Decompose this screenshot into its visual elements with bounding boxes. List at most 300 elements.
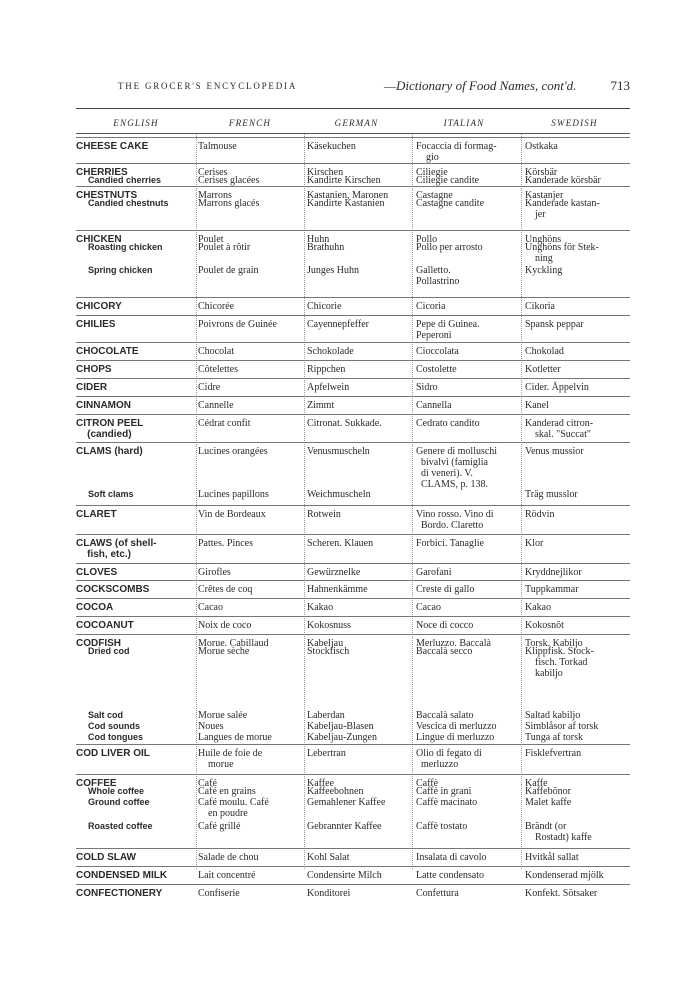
swedish-term-continued: Rostadt) kaffe xyxy=(525,832,592,843)
running-title: THE GROCER'S ENCYCLOPEDIA xyxy=(118,81,298,91)
cell-english xyxy=(76,748,194,759)
cell-english xyxy=(76,888,194,899)
cell-german xyxy=(307,602,407,613)
cell-italian xyxy=(416,382,519,393)
italian-term: Olio di fegato di xyxy=(416,748,482,759)
french-term: Poulet à rôtir xyxy=(198,242,251,253)
english-term: CHICKEN xyxy=(76,234,122,245)
cell-swedish xyxy=(525,141,630,152)
cell-german xyxy=(307,301,407,312)
french-term: Talmouse xyxy=(198,141,237,152)
italian-term-continued: Peperoni xyxy=(416,330,452,341)
cell-italian xyxy=(416,400,519,411)
cell-german xyxy=(307,732,407,743)
cell-french xyxy=(198,732,302,743)
cell-german xyxy=(307,265,407,276)
german-term: Käsekuchen xyxy=(307,141,356,152)
italian-term: Ciliegie candite xyxy=(416,175,480,186)
german-term: Venusmuscheln xyxy=(307,446,370,457)
english-term: COLD SLAW xyxy=(76,852,136,863)
french-term: Cacao xyxy=(198,602,223,613)
swedish-term: Chokolad xyxy=(525,346,564,357)
swedish-term-continued: fisch. Torkad xyxy=(525,657,588,668)
cell-german xyxy=(307,567,407,578)
column-divider xyxy=(304,134,305,869)
italian-term: Pepe di Guinea. xyxy=(416,319,480,330)
table-row xyxy=(76,580,630,595)
cell-swedish xyxy=(525,301,630,312)
french-term: Lucines papillons xyxy=(198,489,269,500)
cell-italian xyxy=(416,732,519,743)
french-term: Poivrons de Guinée xyxy=(198,319,277,330)
cell-french xyxy=(198,852,302,863)
cell-german xyxy=(307,509,407,520)
french-term: Salade de chou xyxy=(198,852,259,863)
english-term: COCOANUT xyxy=(76,620,134,631)
german-term: Kakao xyxy=(307,602,334,613)
french-term: Cerises xyxy=(198,167,228,178)
swedish-term: Spansk peppar xyxy=(525,319,584,330)
cell-swedish xyxy=(525,584,630,595)
english-term: CHICORY xyxy=(76,301,122,312)
cell-german xyxy=(307,584,407,595)
italian-term-continued: CLAMS, p. 138. xyxy=(416,479,488,490)
cell-french xyxy=(198,721,302,732)
german-term: Laberdan xyxy=(307,710,345,721)
cell-italian xyxy=(416,301,519,312)
german-term: Kaffeebohnen xyxy=(307,786,364,797)
table-row xyxy=(76,442,630,490)
italian-term: Galletto. xyxy=(416,265,451,276)
cell-german xyxy=(307,721,407,732)
french-term: Cédrat confit xyxy=(198,418,251,429)
cell-english xyxy=(76,141,194,152)
italian-term: Genere di molluschi xyxy=(416,446,498,457)
cell-english xyxy=(76,710,206,721)
english-term: CONFECTIONERY xyxy=(76,888,163,899)
swedish-term: Ostkaka xyxy=(525,141,558,152)
french-term: Marrons xyxy=(198,190,232,201)
french-term: Lait concentré xyxy=(198,870,256,881)
italian-term: Confettura xyxy=(416,888,459,899)
cell-swedish xyxy=(525,400,630,411)
english-term: Salt cod xyxy=(88,710,124,720)
cell-french xyxy=(198,198,302,209)
french-term: Morue. Cabillaud xyxy=(198,638,269,649)
french-term: Poulet xyxy=(198,234,224,245)
table-row xyxy=(76,137,630,163)
german-term: Kokosnuss xyxy=(307,620,351,631)
swedish-term: Kanderade körsbär xyxy=(525,175,601,186)
swedish-term: Kokosnöt xyxy=(525,620,564,631)
french-term: Noues xyxy=(198,721,224,732)
cell-french xyxy=(198,301,302,312)
table-row xyxy=(76,414,630,440)
cell-swedish xyxy=(525,710,630,721)
german-term: Gebrannter Kaffee xyxy=(307,821,382,832)
cell-italian xyxy=(416,786,519,797)
italian-term: Baccalà secco xyxy=(416,646,473,657)
cell-french xyxy=(198,418,302,429)
cell-italian xyxy=(416,319,519,341)
table-row xyxy=(76,598,630,613)
cell-swedish xyxy=(525,364,630,375)
italian-term: Garofani xyxy=(416,567,452,578)
cell-swedish xyxy=(525,852,630,863)
cell-french xyxy=(198,538,302,549)
french-term: Marrons glacés xyxy=(198,198,260,209)
french-term: Confiserie xyxy=(198,888,240,899)
cell-english xyxy=(76,301,194,312)
italian-term-continued: merluzzo xyxy=(416,759,459,770)
cell-italian xyxy=(416,710,519,721)
italian-term-continued: Pollastrino xyxy=(416,276,460,287)
swedish-term: Klor xyxy=(525,538,544,549)
german-term: Kohl Salat xyxy=(307,852,350,863)
cell-french xyxy=(198,364,302,375)
italian-term: Castagne candite xyxy=(416,198,485,209)
swedish-term: Konfekt. Sötsaker xyxy=(525,888,598,899)
cell-english xyxy=(76,567,194,578)
english-term: Whole coffee xyxy=(88,786,145,796)
cell-french xyxy=(198,242,302,253)
column-header-english: ENGLISH xyxy=(113,118,159,128)
italian-term: Castagne xyxy=(416,190,453,201)
table-row xyxy=(76,774,630,789)
german-term: Weichmuscheln xyxy=(307,489,371,500)
swedish-term: Kaffe xyxy=(525,778,548,789)
cell-english xyxy=(76,646,206,657)
swedish-term: Kanderade kastan- xyxy=(525,198,600,209)
table-row xyxy=(76,360,630,375)
italian-term: Costolette xyxy=(416,364,457,375)
italian-term: Caffè macinato xyxy=(416,797,478,808)
cell-english xyxy=(76,584,194,595)
cell-english xyxy=(76,797,206,808)
swedish-term: Rödvin xyxy=(525,509,555,520)
cell-english xyxy=(76,364,194,375)
german-term: Chicorie xyxy=(307,301,342,312)
column-header-german: GERMAN xyxy=(334,118,379,128)
cell-swedish xyxy=(525,786,630,797)
english-term: CLARET xyxy=(76,509,117,520)
cell-german xyxy=(307,418,407,429)
cell-english xyxy=(76,319,194,330)
swedish-term: Torsk. Kabiljo xyxy=(525,638,583,649)
french-term: Café grillé xyxy=(198,821,241,832)
italian-term-continued: Bordo. Claretto xyxy=(416,520,484,531)
cell-swedish xyxy=(525,620,630,631)
french-term: Pattes. Pinces xyxy=(198,538,253,549)
french-term: Cidre xyxy=(198,382,221,393)
cell-swedish xyxy=(525,732,630,743)
english-term: CLAMS (hard) xyxy=(76,446,143,457)
english-term: Ground coffee xyxy=(88,797,150,807)
english-term: CHOCOLATE xyxy=(76,346,139,357)
cell-french xyxy=(198,584,302,595)
cell-french xyxy=(198,870,302,881)
cell-german xyxy=(307,175,407,186)
cell-german xyxy=(307,797,407,808)
table-row xyxy=(76,315,630,341)
german-term: Rotwein xyxy=(307,509,341,520)
italian-term: Cedrato candito xyxy=(416,418,480,429)
cell-english xyxy=(76,620,194,631)
english-term: Soft clams xyxy=(88,489,134,499)
german-term: Kirschen xyxy=(307,167,344,178)
italian-term: Baccalà salato xyxy=(416,710,474,721)
german-term: Kaffee xyxy=(307,778,335,789)
cell-german xyxy=(307,489,407,500)
cell-english xyxy=(76,489,206,500)
cell-french xyxy=(198,446,302,457)
english-term: Dried cod xyxy=(88,646,130,656)
cell-english xyxy=(76,538,194,560)
table-row xyxy=(76,744,630,770)
cell-german xyxy=(307,538,407,549)
french-term: Côtelettes xyxy=(198,364,238,375)
english-term: CLOVES xyxy=(76,567,118,578)
english-term: Candied cherries xyxy=(88,175,162,185)
table-row xyxy=(76,563,630,578)
table-row xyxy=(76,505,630,531)
cell-italian xyxy=(416,646,519,657)
french-term: Huile de foie de xyxy=(198,748,263,759)
cell-german xyxy=(307,852,407,863)
english-term: Roasted coffee xyxy=(88,821,153,831)
cell-swedish xyxy=(525,870,630,881)
table-row xyxy=(76,634,630,649)
italian-term: Ciliegie xyxy=(416,167,448,178)
cell-swedish xyxy=(525,265,630,276)
cell-german xyxy=(307,870,407,881)
cell-swedish xyxy=(525,489,630,500)
cell-english xyxy=(76,870,194,881)
cell-italian xyxy=(416,175,519,186)
german-term: Kandirte Kirschen xyxy=(307,175,381,186)
swedish-term: Kanderad citron- xyxy=(525,418,594,429)
cell-french xyxy=(198,265,302,276)
english-term: COCKSCOMBS xyxy=(76,584,150,595)
swedish-term: Kyckling xyxy=(525,265,563,276)
table-row xyxy=(76,342,630,357)
cell-german xyxy=(307,141,407,152)
german-term: Cayennepfeffer xyxy=(307,319,370,330)
cell-english xyxy=(76,198,206,209)
german-term: Gewürznelke xyxy=(307,567,361,578)
german-term: Brathuhn xyxy=(307,242,345,253)
swedish-term: Kondenserad mjölk xyxy=(525,870,604,881)
german-term: Rippchen xyxy=(307,364,346,375)
cell-english xyxy=(76,346,194,357)
swedish-term: Kaffebönor xyxy=(525,786,571,797)
table-row xyxy=(76,848,630,863)
swedish-term: Kanel xyxy=(525,400,549,411)
french-term: Lucines orangées xyxy=(198,446,268,457)
cell-french xyxy=(198,748,302,770)
french-term: Morue sèche xyxy=(198,646,250,657)
cell-german xyxy=(307,319,407,330)
cell-italian xyxy=(416,748,519,770)
german-term: Kandirte Kastanien xyxy=(307,198,385,209)
english-term: Spring chicken xyxy=(88,265,153,275)
english-term: CONDENSED MILK xyxy=(76,870,168,881)
cell-english xyxy=(76,509,194,520)
cell-french xyxy=(198,509,302,520)
cell-italian xyxy=(416,446,519,490)
english-term: CHOPS xyxy=(76,364,112,375)
cell-german xyxy=(307,400,407,411)
column-header-italian: ITALIAN xyxy=(443,118,485,128)
german-term: Hahnenkämme xyxy=(307,584,368,595)
column-headers xyxy=(76,118,630,132)
cell-swedish xyxy=(525,175,630,186)
cell-italian xyxy=(416,198,519,209)
italian-term: Lingue di merluzzo xyxy=(416,732,495,743)
page-number: 713 xyxy=(610,78,630,93)
english-term: CHEESE CAKE xyxy=(76,141,149,152)
swedish-term: Kastanjer xyxy=(525,190,564,201)
table-row xyxy=(76,616,630,631)
cell-french xyxy=(198,620,302,631)
cell-swedish xyxy=(525,567,630,578)
cell-french xyxy=(198,382,302,393)
cell-italian xyxy=(416,265,519,287)
italian-term: Sidro xyxy=(416,382,438,393)
french-term: Vin de Bordeaux xyxy=(198,509,266,520)
table-row xyxy=(76,534,630,560)
swedish-term: Malet kaffe xyxy=(525,797,572,808)
cell-english xyxy=(76,821,206,832)
english-term-continued: (candied) xyxy=(76,429,132,440)
swedish-term: Venus mussior xyxy=(525,446,584,457)
french-term: Cerises glacées xyxy=(198,175,260,186)
french-term: Girofles xyxy=(198,567,231,578)
header-rule xyxy=(76,133,630,134)
cell-french xyxy=(198,888,302,899)
french-term: Langues de morue xyxy=(198,732,272,743)
english-term: COD LIVER OIL xyxy=(76,748,150,759)
cell-english xyxy=(76,418,194,440)
english-term-continued: fish, etc.) xyxy=(76,549,132,560)
cell-german xyxy=(307,646,407,657)
section-title: Dictionary of Food Names, cont'd. xyxy=(396,78,577,93)
cell-french xyxy=(198,797,302,819)
cell-english xyxy=(76,786,206,797)
table-row xyxy=(76,396,630,411)
german-term: Kabeljau-Blasen xyxy=(307,721,374,732)
german-term: Scheren. Klauen xyxy=(307,538,374,549)
italian-term: Focaccia di formag- xyxy=(416,141,497,152)
cell-english xyxy=(76,732,206,743)
german-term: Junges Huhn xyxy=(307,265,359,276)
german-term: Zimmt xyxy=(307,400,335,411)
italian-term: Caffè in grani xyxy=(416,786,472,797)
italian-term: Vino rosso. Vino di xyxy=(416,509,494,520)
english-term: Roasting chicken xyxy=(88,242,163,252)
swedish-term: Brändt (or xyxy=(525,821,567,832)
cell-italian xyxy=(416,509,519,531)
italian-term-continued: gio xyxy=(416,152,439,163)
english-term: CITRON PEEL xyxy=(76,418,144,429)
swedish-term: Cider. Äppelvin xyxy=(525,382,589,393)
cell-italian xyxy=(416,870,519,881)
german-term: Apfelwein xyxy=(307,382,350,393)
italian-term: Insalata di cavolo xyxy=(416,852,487,863)
swedish-term: Tuppkammar xyxy=(525,584,579,595)
cell-italian xyxy=(416,242,519,253)
table-row xyxy=(76,163,630,178)
cell-italian xyxy=(416,346,519,357)
english-term: Cod sounds xyxy=(88,721,140,731)
swedish-term: Kryddnejlikor xyxy=(525,567,582,578)
italian-term: Latte condensato xyxy=(416,870,485,881)
french-term: Café xyxy=(198,778,217,789)
english-term: CHESTNUTS xyxy=(76,190,138,201)
cell-french xyxy=(198,602,302,613)
swedish-term: Tunga af torsk xyxy=(525,732,583,743)
cell-french xyxy=(198,786,302,797)
italian-term: Creste di gallo xyxy=(416,584,475,595)
cell-swedish xyxy=(525,346,630,357)
cell-italian xyxy=(416,797,519,808)
italian-term-continued: di veneri). V. xyxy=(416,468,473,479)
cell-swedish xyxy=(525,888,630,899)
table-row xyxy=(76,884,630,899)
cell-english xyxy=(76,852,194,863)
table-row xyxy=(76,866,630,881)
cell-french xyxy=(198,175,302,186)
swedish-term: Kakao xyxy=(525,602,552,613)
cell-italian xyxy=(416,602,519,613)
swedish-term: Träg musslor xyxy=(525,489,578,500)
cell-german xyxy=(307,382,407,393)
column-header-french: FRENCH xyxy=(228,118,272,128)
cell-english xyxy=(76,446,194,457)
cell-german xyxy=(307,821,407,832)
cell-french xyxy=(198,567,302,578)
cell-italian xyxy=(416,888,519,899)
cell-french xyxy=(198,710,302,721)
english-term: Cod tongues xyxy=(88,732,143,742)
german-term: Citronat. Sukkade. xyxy=(307,418,382,429)
cell-italian xyxy=(416,538,519,549)
italian-term: Caffè tostato xyxy=(416,821,468,832)
english-term: CIDER xyxy=(76,382,108,393)
cell-german xyxy=(307,888,407,899)
cell-english xyxy=(76,265,206,276)
french-term-continued: en poudre xyxy=(198,808,248,819)
italian-term: Forbici. Tanaglie xyxy=(416,538,484,549)
table-row xyxy=(76,297,630,312)
table-row xyxy=(76,378,630,393)
french-term: Café en grains xyxy=(198,786,256,797)
french-term: Cannelle xyxy=(198,400,234,411)
german-term: Schokolade xyxy=(307,346,354,357)
cell-german xyxy=(307,242,407,253)
cell-italian xyxy=(416,620,519,631)
cell-swedish xyxy=(525,821,630,843)
italian-term: Cannella xyxy=(416,400,452,411)
cell-swedish xyxy=(525,538,630,549)
cell-swedish xyxy=(525,242,630,264)
english-term: CHILIES xyxy=(76,319,116,330)
cell-french xyxy=(198,400,302,411)
english-term: CODFISH xyxy=(76,638,121,649)
french-term: Chocolat xyxy=(198,346,235,357)
table-row xyxy=(76,230,630,245)
swedish-term: Simblåsor af torsk xyxy=(525,721,599,732)
